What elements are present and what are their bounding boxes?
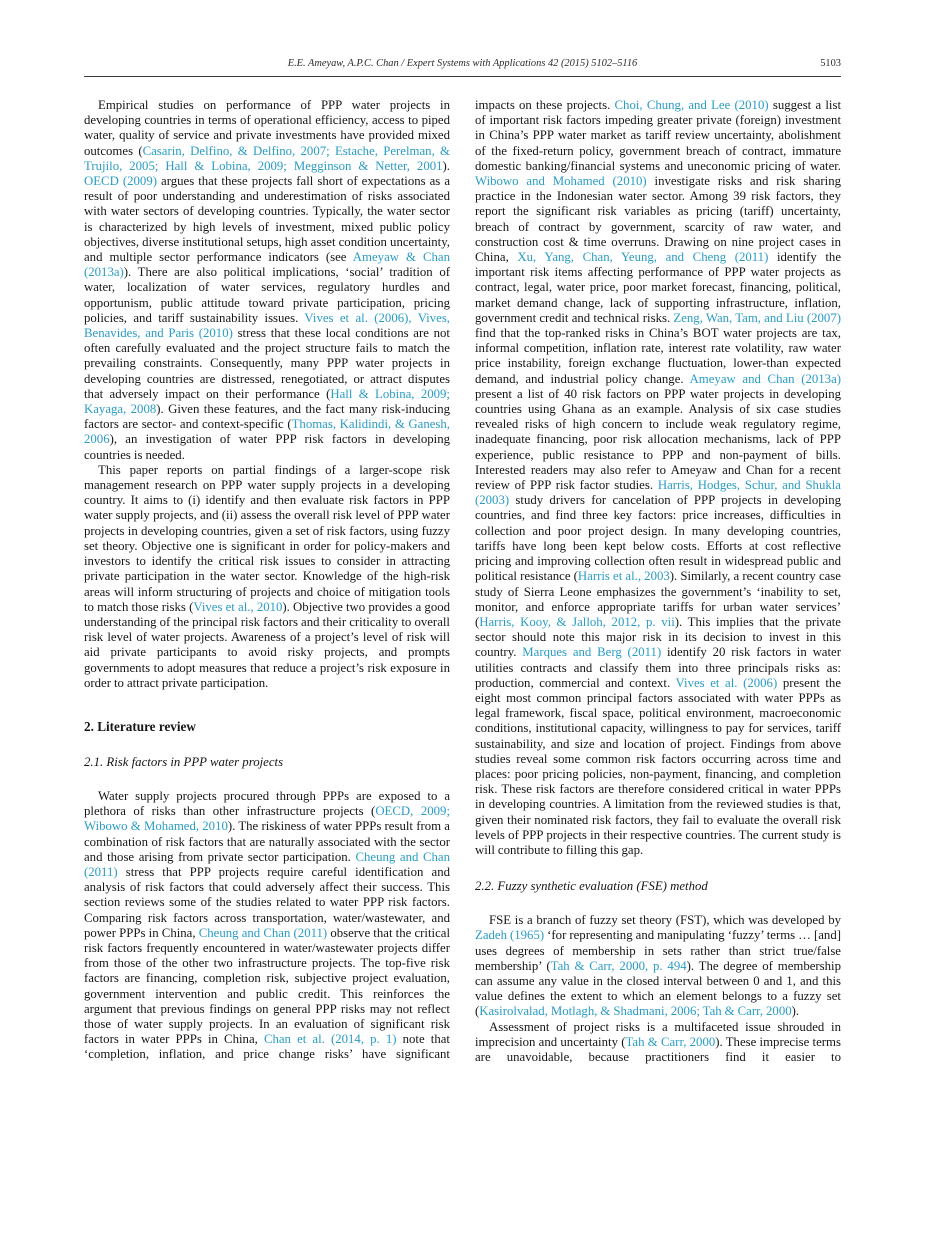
text-run: stress that these local conditions are not often carefully evaluated and the project structure fails to match the prevailing constraints. Consequently, many PPP water projects in developing countries are distressed, renegotiated, or attract disputes that adversely impact on their performance ( (84, 326, 450, 401)
left-column (84, 98, 450, 1065)
citation-link[interactable]: Zadeh (1965) (475, 928, 545, 943)
header-rule (84, 76, 841, 77)
text-run: observe that the critical risk factors frequently encountered in water/wastewater projects differ from those of the other two infrastructure projects. The top-five risk factors are financing, completion risk, subjective project evaluation, government intervention and public credit. This reinforces the argument that previous findings on general PPP risks may not reflect those of water supply projects. In an evaluation of significant risk factors in water PPPs in China, (84, 925, 450, 1047)
text-run: investigate risks and risk sharing practice in the Indonesian water sector. Among 39 risk factors, they report the significant risk variables as pricing (tariff) uncertainty, breach of contract by government, scarcity of raw water, and construction cost & time overruns. Drawing on nine project cases in China, (475, 174, 841, 265)
section-heading-literature-review: 2. Literature review (84, 718, 196, 734)
right-column (475, 98, 841, 1065)
text-run: ). (791, 1004, 800, 1019)
paragraph-risk-factors-continued (475, 98, 841, 858)
text-run: ), an investigation of water PPP risk factors in developing countries is needed. (84, 432, 450, 462)
paragraph-fse-definition (475, 913, 841, 1019)
text-run: ). There are also political implications, ‘social’ tradition of water, localization of water services, regulatory hurdles and opportunism, public attitude toward private participation, pricing policies, and tariff sustainability issues. (84, 265, 450, 325)
running-header (84, 58, 841, 70)
text-run: FSE is a branch of fuzzy set theory (FST), which was developed by (489, 913, 841, 928)
text-run: ). (442, 158, 450, 173)
text-run: ‘for representing and manipulating ‘fuzzy’ terms … [and] uses degrees of membership in sets rather than strict true/false membership’ ( (475, 928, 841, 973)
citation-link[interactable]: Zeng, Wan, Tam, and Liu (2007) (673, 310, 841, 325)
citation-link[interactable]: Vives et al. (2006) (675, 675, 778, 690)
text-run: ). The degree of membership can assume any value in the closed interval between 0 and 1, and this value defines the extent to which an element belongs to a fuzzy set ( (475, 958, 841, 1019)
citation-link[interactable]: Kasirolvalad, Motlagh, & Shadmani, 2006; Tah & Carr, 2000 (479, 1004, 792, 1019)
citation-link[interactable]: Cheung and Chan (2011) (198, 925, 328, 940)
citation-link[interactable]: Ameyaw & Chan (2013a) (84, 250, 450, 280)
paragraph-risk-assessment (475, 1020, 841, 1066)
text-run: argues that these projects fall short of expectations as a result of poor understanding and underestimation of risks associated with water sectors of developing countries. Typically, the water sector is characterized by high levels of investment, mixed public policy objectives, diverse institutional setups, high asset condition uncertainty, and multiple sector performance indicators (see (84, 174, 450, 265)
citation-link[interactable]: Chan et al. (2014, p. 1) (263, 1032, 397, 1047)
citation-link[interactable]: Marques and Berg (2011) (522, 645, 662, 660)
citation-link[interactable]: Xu, Yang, Chan, Yeung, and Cheng (2011) (517, 250, 769, 265)
text-run: Water supply projects procured through PPPs are exposed to a plethora of risks than other infrastructure projects ( (84, 788, 450, 819)
citation-link[interactable]: Tah & Carr, 2000 (625, 1034, 716, 1049)
citation-link[interactable]: Vives et al., 2010 (193, 599, 283, 614)
citation-link[interactable]: Harris, Hodges, Schur, and Shukla (2003) (475, 478, 841, 508)
citation-link[interactable]: Tah & Carr, 2000, p. 494 (550, 958, 687, 973)
paragraph-intro-empirical-studies (84, 98, 450, 463)
two-column-body (84, 98, 841, 1065)
text-run: present a list of 40 risk factors on PPP water projects in developing countries using Ghana as an example. Analysis of six case studies revealed risks of high concern to include weak regulatory regime, inadequate financing, poor risk allocation mechanisms, lack of PPP experience, public resistance to PPP and non-payment of bills. Interested readers may also refer to Ameyaw and Chan for a recent review of PPP risk factor studies. (475, 386, 841, 493)
citation-link[interactable]: Harris, Kooy, & Jalloh, 2012, p. vii (479, 614, 675, 629)
running-head-citation: E.E. Ameyaw, A.P.C. Chan / Expert Systems with Applications 42 (2015) 5102–5116 (287, 58, 638, 69)
text-run: ). Given these features, and the fact many risk-inducing factors are sector- and context-specific ( (84, 402, 450, 432)
text-run: ). This implies that the private sector should note this major risk in its decision to invest in this country. (475, 614, 841, 660)
text-run: identify 20 risk factors in water utilities contracts and classify them into three principals risks as: production, commercial and context. (475, 645, 841, 690)
text-run: study drivers for cancelation of PPP projects in developing countries, and find three key factors: price increases, difficulties in collection and poor project design. In many developing countries, tariffs have long been kept below costs. Efforts at cost reflective pricing and improving collection often result in widespread public and political resistance ( (475, 493, 841, 584)
text-run: ). Similarly, a recent country case study of Sierra Leone emphasizes the government’s ‘inability to set, monitor, and enforce appropriate tariffs for urban water services’ ( (475, 569, 841, 629)
text-run: find that the top-ranked risks in China’s BOT water projects are tax, informal competition, inflation rate, interest rate volatility, raw water price instability, foreign exchange fluctuation, lower-than expected demand, and industrial policy change. (475, 326, 841, 386)
text-run: ). The riskiness of water PPPs result from a combination of risk factors that are naturally associated with the sector and those arising from private sector participation. (84, 819, 450, 864)
citation-link[interactable]: Harris et al., 2003 (577, 569, 670, 584)
subsection-heading-fse-method: 2.2. Fuzzy synthetic evaluation (FSE) method (475, 879, 708, 894)
text-run: This paper reports on partial findings of a larger-scope risk management research on PPP water supply projects in a developing country. It aims to (i) identify and then evaluate risk factors in PPP water supply projects, and (ii) assess the overall risk level of PPP water projects in developing countries, given a set of risk factors, using fuzzy set theory. Objective one is significant in order for policy-makers and investors to identify the critical risk issues to consider in attracting private participation in the water sector. Knowledge of the high-risk areas will inform structuring of projects and choice of mitigation tools to match those risks ( (84, 462, 450, 614)
text-run: Assessment of project risks is a multifaceted issue shrouded in imprecision and uncertainty ( (475, 1019, 841, 1049)
citation-link[interactable]: Thomas, Kalidindi, & Ganesh, 2006 (84, 417, 450, 447)
citation-link[interactable]: Hall & Lobina, 2009; Kayaga, 2008 (84, 386, 450, 417)
text-run: ). These imprecise terms are unavoidable, because practitioners find it easier to (475, 1034, 841, 1064)
text-run: note that ‘completion, inflation, and price change risks’ have significant (84, 1032, 450, 1062)
page-number: 5103 (820, 58, 841, 69)
text-run: Empirical studies on performance of PPP water projects in developing countries in terms of operational efficiency, access to piped water, quality of service and private investments have provided mixed outcomes ( (84, 98, 450, 158)
text-run: suggest a list of important risk factors impeding greater private (foreign) investment in China’s PPP water market as tariff review uncertainty, abolishment of the fixed-return policy, government breach of contract, immature domestic banking/financial systems and uneconomic pricing of water. (475, 98, 842, 173)
citation-link[interactable]: OECD (2009) (84, 174, 157, 189)
subsection-heading-risk-factors: 2.1. Risk factors in PPP water projects (84, 754, 284, 769)
paragraph-risk-factors (84, 789, 450, 1063)
text-run: stress that PPP projects require careful identification and analysis of risk factors that could adversely affect their success. This section reviews some of the studies related to water PPP risk factors. Comparing risk factors across transportation, water/wastewater, and power PPPs in China, (84, 864, 450, 940)
text-run: present the eight most common principal factors associated with water PPPs as legal framework, fiscal space, political environment, macroeconomic conditions, institutional capacity, willingness to pay for services, tariff sustainability, and size and location of project. Findings from above studies reveal some common risk factors occurring across time and places: poor pricing policies, non-payment, financing, and completion risk. These risk factors are therefore considered critical in water PPPs in developing countries. A limitation from the reviewed studies is that, given their nominated risk factors, they fail to evaluate the overall risk levels of PPP projects in their respective countries. The current study is will contribute to filling this gap. (475, 675, 841, 857)
paragraph-intro-paper-scope (84, 463, 450, 691)
citation-link[interactable]: Cheung and Chan (2011) (84, 849, 450, 879)
text-run: impacts on these projects. (475, 98, 615, 112)
citation-link[interactable]: OECD, 2009; Wibowo & Mohamed, 2010 (84, 804, 450, 834)
text-run: identify the important risk items affecting performance of PPP water projects as contract, legal, water price, poor market forecast, financing, political, market demand change, lack of supporting infrastructure, inflation, government credit and technical risks. (475, 250, 841, 325)
citation-link[interactable]: Choi, Chung, and Lee (2010) (614, 98, 769, 112)
citation-link[interactable]: Vives et al. (2006), Vives, Benavides, and Paris (2010) (84, 310, 450, 341)
text-run: ). Objective two provides a good understanding of the principal risk factors and their criticality to overall risk level of water projects. Awareness of a project’s level of risk will aid private participants to avoid risky projects, and prompts governments to adopt measures that reduce a project’s risk exposure in order to attract private participation. (84, 599, 451, 690)
citation-link[interactable]: Ameyaw and Chan (2013a) (689, 371, 842, 386)
citation-link[interactable]: Wibowo and Mohamed (2010) (475, 174, 647, 189)
citation-link[interactable]: Casarin, Delfino, & Delfino, 2007; Estache, Perelman, & Trujilo, 2005; Hall & Lobina, 2009; Megginson & Netter, 2001 (84, 143, 450, 173)
